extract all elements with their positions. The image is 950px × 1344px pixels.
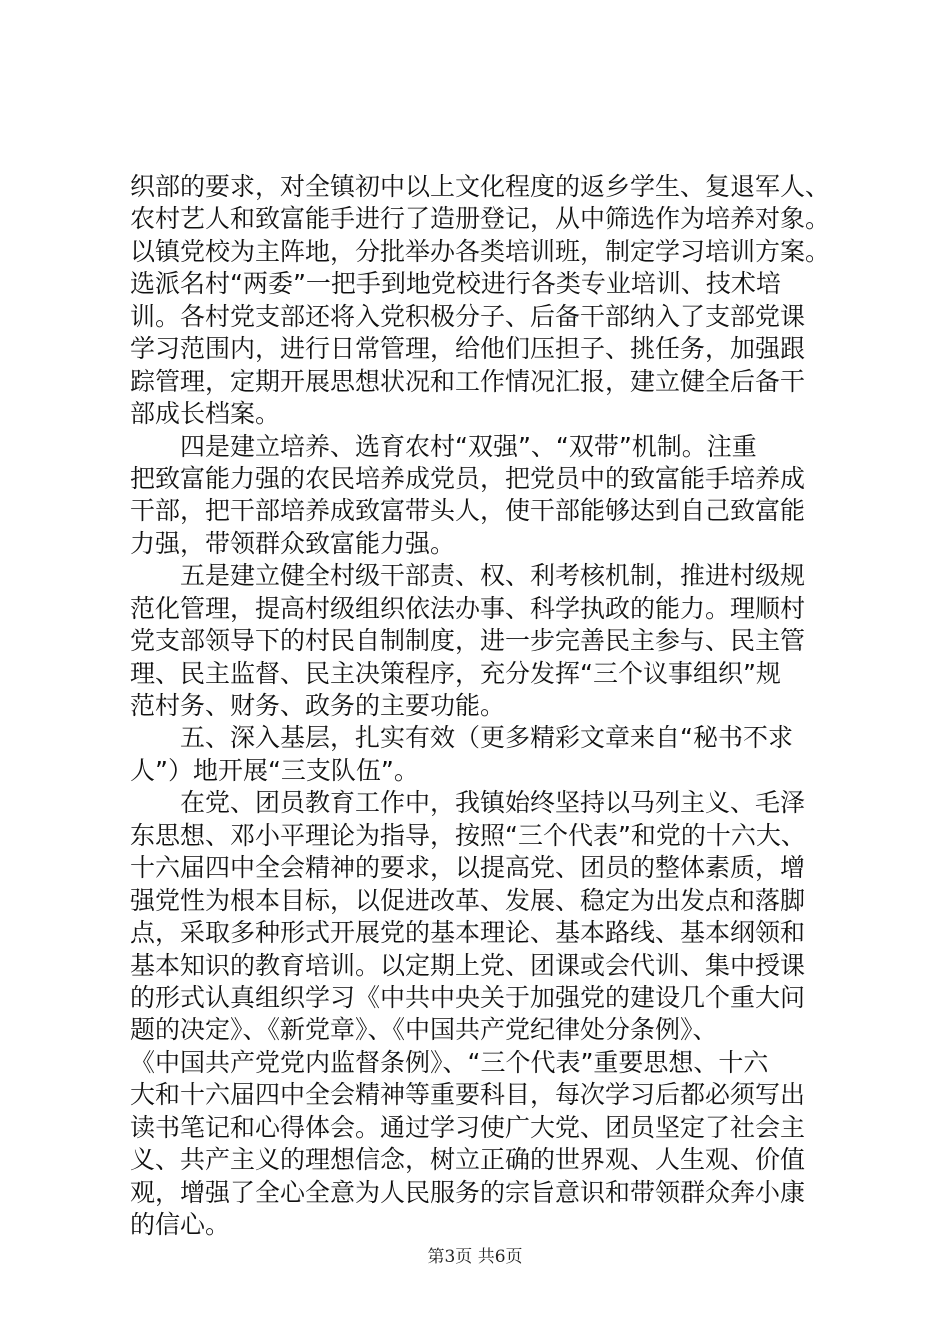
document-body [130,171,830,1241]
text-line: 五是建立健全村级干部责、权、利考核机制，推进村级规 [130,561,806,591]
text-line: 踪管理，定期开展思想状况和工作情况汇报，建立健全后备干 [130,366,806,396]
text-line: 人”）地开展“三支队伍”。 [130,755,419,785]
text-line: 选派名村“两委”一把手到地党校进行各类专业培训、技术培 [130,269,781,299]
text-line: 的信心。 [130,1210,231,1239]
text-line: 部成长档案。 [130,399,281,429]
text-line: 训。各村党支部还将入党积极分子、后备干部纳入了支部党课 [130,301,806,331]
text-line: 织部的要求，对全镇初中以上文化程度的返乡学生、复退军人、 [130,172,831,201]
text-line: 观，增强了全心全意为人民服务的宗旨意识和带领群众奔小康 [130,1177,806,1207]
text-line: 题的决定》、《新党章》、《中国共产党纪律处分条例》、 [130,1015,718,1045]
text-line: 十六届四中全会精神的要求，以提高党、团员的整体素质，增 [130,853,806,883]
text-line: 点，采取多种形式开展党的基本理论、基本路线、基本纲领和 [130,918,806,948]
text-line: 强党性为根本目标，以促进改革、发展、稳定为出发点和落脚 [130,885,806,915]
text-line: 基本知识的教育培训。以定期上党、团课或会代训、集中授课 [130,950,806,980]
page-footer: 第3页 共6页 [427,1247,523,1267]
text-line: 在党、团员教育工作中，我镇始终坚持以马列主义、毛泽 [130,788,806,818]
text-line: 把致富能力强的农民培养成党员，把党员中的致富能手培养成 [130,463,806,493]
text-line: 党支部领导下的村民自制制度，进一步完善民主参与、民主管 [130,626,806,656]
text-line: 干部，把干部培养成致富带头人，使干部能够达到自己致富能 [130,496,806,526]
text-line: 农村艺人和致富能手进行了造册登记，从中筛选作为培养对象。 [130,204,831,234]
text-line: 范化管理，提高村级组织依法办事、科学执政的能力。理顺村 [130,593,806,623]
text-line: 义、共产主义的理想信念，树立正确的世界观、人生观、价值 [130,1145,806,1175]
text-line: 范村务、财务、政务的主要功能。 [130,691,506,720]
text-line: 学习范围内，进行日常管理，给他们压担子、挑任务，加强跟 [130,334,806,364]
text-line: 大和十六届四中全会精神等重要科目，每次学习后都必须写出 [130,1080,806,1110]
text-line: 的形式认真组织学习《中共中央关于加强党的建设几个重大问 [130,982,806,1012]
text-line: 五、深入基层，扎实有效（更多精彩文章来自“秘书不求 [130,723,793,753]
text-line: 东思想、邓小平理论为指导，按照“三个代表”和党的十六大、 [130,820,806,850]
text-line: 以镇党校为主阵地，分批举办各类培训班，制定学习培训方案。 [130,236,831,266]
text-line: 理、民主监督、民主决策程序，充分发挥“三个议事组织”规 [130,658,781,688]
text-line: 力强，带领群众致富能力强。 [130,528,456,558]
text-line: 《中国共产党党内监督条例》、“三个代表”重要思想、十六 [130,1047,769,1077]
text-line: 四是建立培养、选育农村“双强”、“双带”机制。注重 [130,431,757,461]
text-line: 读书笔记和心得体会。通过学习使广大党、团员坚定了社会主 [130,1112,806,1142]
